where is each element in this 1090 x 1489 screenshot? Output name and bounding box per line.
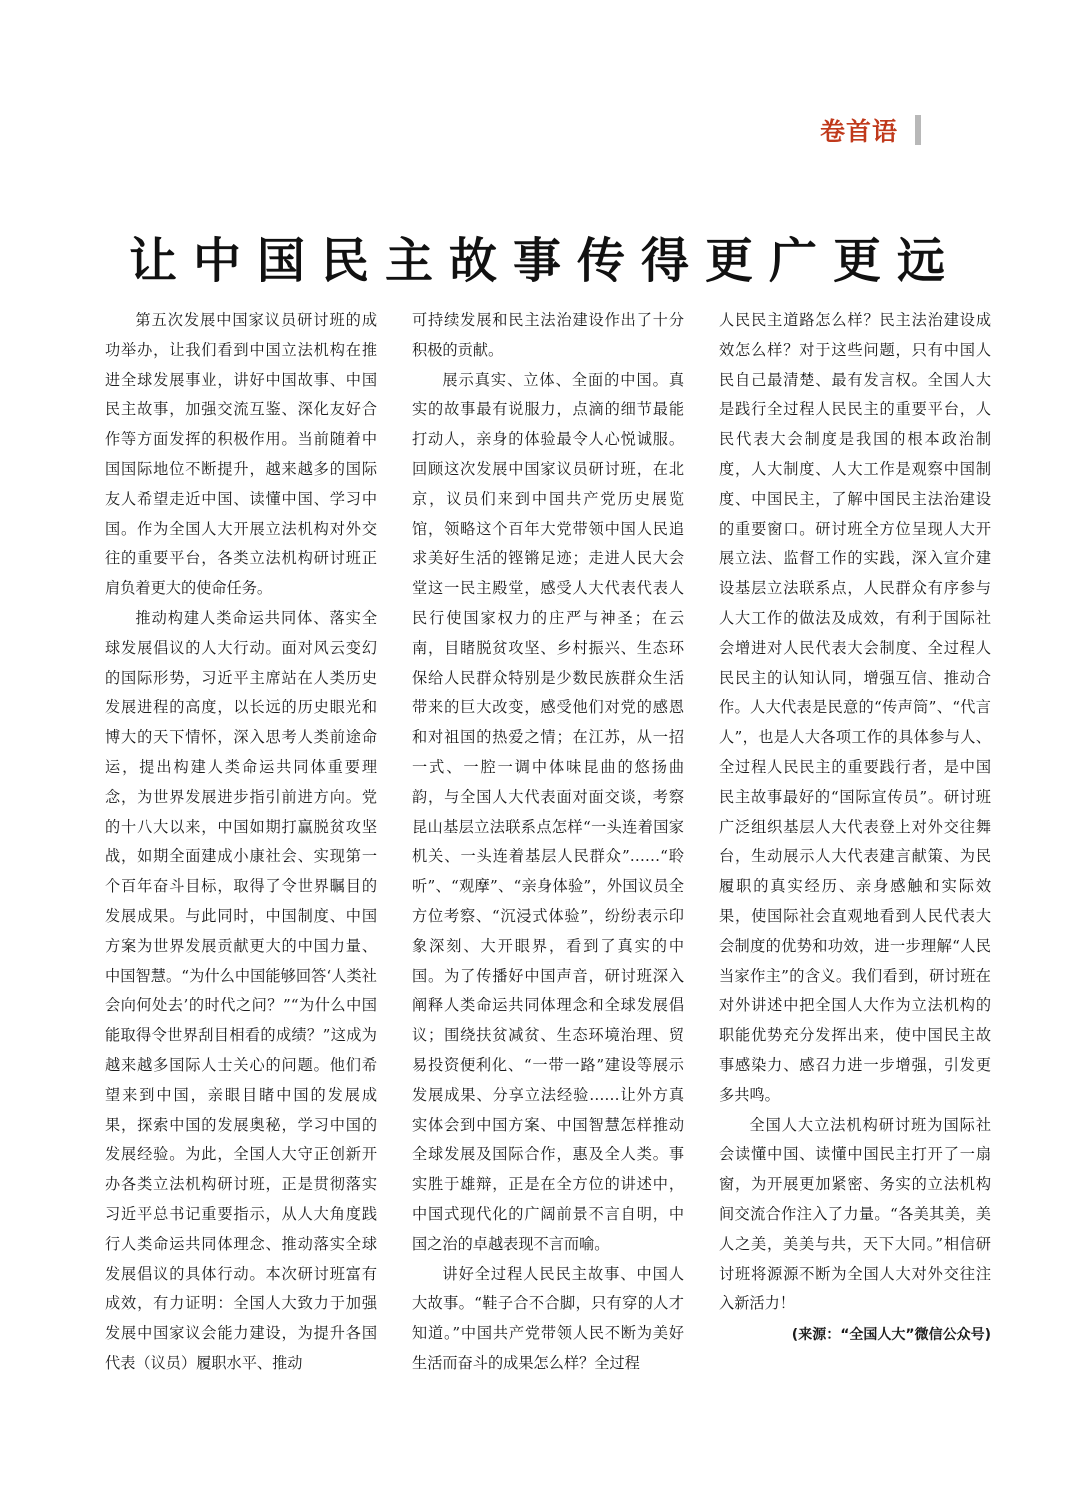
paragraph: 展示真实、立体、全面的中国。真实的故事最有说服力，点滴的细节最能打动人，亲身的体验最令人心悦诚服。回顾这次发展中国家议员研讨班，在北京，议员们来到中国共产党历史展览馆，领略这个百年大党带领中国人民追求美好生活的铿锵足迹；走进人民大会堂这一民主殿堂，感受人大代表代表人民行使国家权力的庄严与神圣；在云南，目睹脱贫攻坚、乡村振兴、生态环保给人民群众特别是少数民族群众生活带来的巨大改变，感受他们对党的感恩和对祖国的热爱之情；在江苏，从一招一式、一腔一调中体味昆曲的悠扬曲韵，与全国人大代表面对面交谈，考察昆山基层立法联系点怎样“一头连着国家机关、一头连着基层人民群众”……“聆听”、“观摩”、“亲身体验”，外国议员全方位考察、“沉浸式体验”，纷纷表示印象深刻、大开眼界，看到了真实的中国。为了传播好中国声音，研讨班深入阐释人类命运共同体理念和全球发展倡议；围绕扶贫减贫、生态环境治理、贸易投资便利化、“一带一路”建设等展示发展成果、分享立法经验……让外方真实体会到中国方案、中国智慧怎样推动全球发展及国际合作，惠及全人类。事实胜于雄辩，正是在全方位的讲述中，中国式现代化的广阔前景不言自明，中国之治的卓越表现不言而喻。 (412, 370, 684, 1253)
source-credit: (来源：“全国人大”微信公众号) (791, 1327, 991, 1344)
article-title: 让中国民主故事传得更广更远 (128, 233, 961, 289)
section-divider-bar (915, 115, 921, 145)
text-column-2 (412, 306, 684, 1379)
paragraph: 推动构建人类命运共同体、落实全球发展倡议的人大行动。面对风云变幻的国际形势，习近平主席站在人类历史发展进程的高度，以长远的历史眼光和博大的天下情怀，深入思考人类前途命运，提出构建人类命运共同体重要理念，为世界发展进步指引前进方向。党的十八大以来，中国如期打赢脱贫攻坚战，如期全面建成小康社会、实现第一个百年奋斗目标，取得了令世界瞩目的发展成果。与此同时，中国制度、中国方案为世界发展贡献更大的中国力量、中国智慧。“为什么中国能够回答‘人类社会向何处去’的时代之问？”“为什么中国能取得令世界刮目相看的成绩？”这成为越来越多国际人士关心的问题。他们希望来到中国，亲眼目睹中国的发展成果，探索中国的发展奥秘，学习中国的发展经验。为此，全国人大守正创新开办各类立法机构研讨班，正是贯彻落实习近平总书记重要指示，从人大角度践行人类命运共同体理念、推动落实全球发展倡议的具体行动。本次研讨班富有成效，有力证明：全国人大致力于加强发展中国家议会能力建设，为提升各国代表（议员）履职水平、推动 (105, 608, 377, 1372)
paragraph: 人民民主道路怎么样？民主法治建设成效怎么样？对于这些问题，只有中国人民自己最清楚、最有发言权。全国人大是践行全过程人民民主的重要平台，人民代表大会制度是我国的根本政治制度，人大制度、人大工作是观察中国制度、中国民主，了解中国民主法治建设的重要窗口。研讨班全方位呈现人大开展立法、监督工作的实践，深入宣介建设基层立法联系点，人民群众有序参与人大工作的做法及成效，有利于国际社会增进对人民代表大会制度、全过程人民民主的认知认同，增强互信、推动合作。人大代表是民意的“传声筒”、“代言人”，也是人大各项工作的具体参与人、全过程人民民主的重要践行者，是中国民主故事最好的“国际宣传员”。研讨班广泛组织基层人大代表登上对外交往舞台，生动展示人大代表建言献策、为民履职的真实经历、亲身感触和实际效果，使国际社会直观地看到人民代表大会制度的优势和功效，进一步理解“人民当家作主”的含义。我们看到，研讨班在对外讲述中把全国人大作为立法机构的职能优势充分发挥出来，使中国民主故事感染力、感召力进一步增强，引发更多共鸣。 (719, 311, 991, 1104)
paragraph: 第五次发展中国家议员研讨班的成功举办，让我们看到中国立法机构在推进全球发展事业，讲好中国故事、中国民主故事，加强交流互鉴、深化友好合作等方面发挥的积极作用。当前随着中国国际地位不断提升，越来越多的国际友人希望走近中国、读懂中国、学习中国。作为全国人大开展立法机构对外交往的重要平台，各类立法机构研讨班正肩负着更大的使命任务。 (105, 311, 377, 598)
paragraph: 讲好全过程人民民主故事、中国人大故事。“鞋子合不合脚，只有穿的人才知道。”中国共产党带领人民不断为美好生活而奋斗的成果怎么样？全过程 (412, 1264, 684, 1372)
text-column-1 (105, 306, 377, 1379)
section-label-text: 卷首语 (820, 117, 899, 146)
paragraph: 全国人大立法机构研讨班为国际社会读懂中国、读懂中国民主打开了一扇窗，为开展更加紧密、务实的立法机构间交流合作注入了力量。“各美其美，美人之美，美美与共，天下大同。”相信研讨班将源源不断为全国人大对外交往注入新活力！ (719, 1115, 991, 1313)
section-label (820, 112, 921, 148)
text-column-3 (719, 306, 991, 1351)
paragraph: 可持续发展和民主法治建设作出了十分积极的贡献。 (412, 311, 684, 359)
